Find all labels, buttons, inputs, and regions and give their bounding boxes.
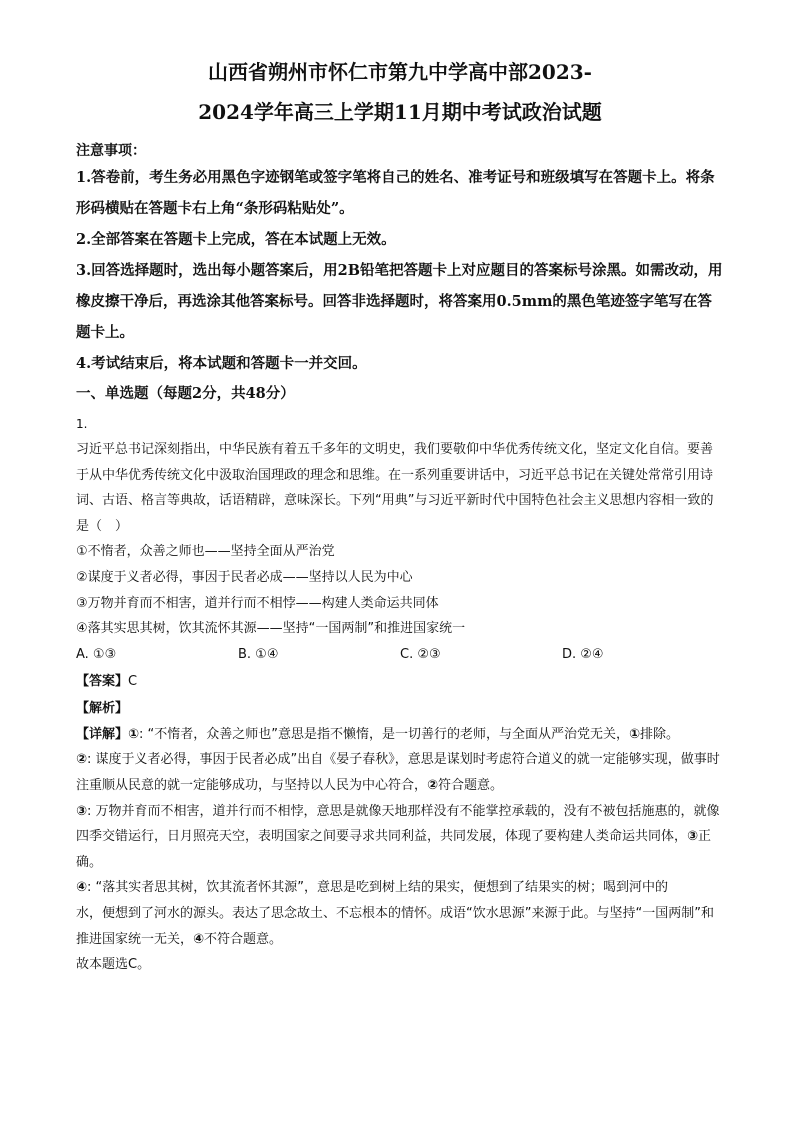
detail-conclusion: 故本题选C。 bbox=[76, 957, 151, 973]
notes-block bbox=[76, 140, 724, 379]
answer-value: C bbox=[128, 673, 138, 689]
section-heading: 一、单选题（每题2分，共48分） bbox=[76, 385, 295, 402]
detail-mark-2: ② bbox=[76, 752, 88, 768]
note-item-3: 3.回答选择题时，选出每小题答案后，用2B铅笔把答题卡上对应题目的答案标号涂黑。如需改动，用橡皮擦干净后，再选涂其他答案标号。回答非选择题时，将答案用0.5mm的黑色笔迹签字笔写在答题卡上。 bbox=[76, 262, 723, 341]
detail-mark-3-end: ③ bbox=[687, 829, 699, 845]
question-stem: 习近平总书记深刻指出，中华民族有着五千多年的文明史，我们要敬仰中华优秀传统文化，坚定文化自信。要善于从中华优秀传统文化中汲取治国理政的理念和思维。在一系列重要讲话中，习近平总书记在关键处常常引用诗词、古语、格言等典故，话语精辟，意味深长。下列“用典”与习近平新时代中国特色社会主义思想内容相一致的是（ ） bbox=[76, 442, 714, 534]
note-item-4: 4.考试结束后，将本试题和答题卡一并交回。 bbox=[76, 355, 367, 372]
detail-end-1: 排除。 bbox=[640, 726, 680, 742]
statement-2: ②谋度于义者必得，事因于民者必成——坚持以人民为中心 bbox=[76, 569, 413, 585]
question-1 bbox=[76, 411, 724, 668]
detail-block bbox=[76, 722, 724, 978]
title-line-2: 2024学年高三上学期11月期中考试政治试题 bbox=[198, 100, 602, 124]
detail-paragraph-1 bbox=[76, 722, 724, 748]
detail-mark-2-end: ② bbox=[427, 777, 439, 793]
options-row bbox=[76, 642, 724, 668]
detail-text-4a: : “落其实者思其树，饮其流者怀其源”，意思是吃到树上结的果实，便想到了结果实的树；喝到河中的 bbox=[87, 880, 668, 896]
title-line-1: 山西省朔州市怀仁市第九中学高中部2023- bbox=[208, 60, 592, 84]
statement-3: ③万物并育而不相害，道并行而不相悖——构建人类命运共同体 bbox=[76, 595, 439, 611]
answer-label: 【答案】 bbox=[76, 673, 129, 689]
question-number: 1. bbox=[76, 417, 88, 431]
notes-heading: 注意事项： bbox=[76, 143, 146, 159]
detail-text-4b: 水，便想到了河水的源头。表达了思念故土、不忘根本的情怀。成语“饮水思源”来源于此。与坚持“一国两制”和推进国家统一无关， bbox=[76, 905, 714, 947]
detail-paragraph-2 bbox=[76, 747, 724, 798]
detail-end-3: 正确。 bbox=[76, 829, 712, 870]
detail-mark-1-end: ① bbox=[629, 726, 641, 742]
answer-line bbox=[76, 668, 724, 695]
option-b: B. ①④ bbox=[238, 646, 279, 662]
detail-text-1: : “不惰者，众善之师也”意思是指不懒惰，是一切善行的老师，与全面从严治党无关， bbox=[139, 726, 630, 742]
note-item-2: 2.全部答案在答题卡上完成，答在本试题上无效。 bbox=[76, 231, 396, 248]
detail-paragraph-3 bbox=[76, 799, 724, 876]
detail-text-3: : 万物并育而不相害，道并行而不相悖，意思是就像天地那样没有不能掌控承载的，没有不被包括施惠的，就像四季交错运行，日月照亮天空，表明国家之间要寻求共同利益，共同发展，体现了要构建人类命运共同体， bbox=[76, 803, 720, 845]
option-d: D. ②④ bbox=[562, 646, 604, 662]
option-a: A. ①③ bbox=[76, 646, 117, 662]
detail-mark-3: ③ bbox=[76, 803, 88, 819]
option-c: C. ②③ bbox=[400, 646, 441, 662]
analysis-line bbox=[76, 695, 724, 722]
detail-label: 【详解】 bbox=[76, 726, 129, 742]
detail-end-4: 不符合题意。 bbox=[204, 931, 283, 947]
page-title bbox=[76, 52, 724, 132]
detail-mark-1: ① bbox=[128, 726, 140, 742]
note-item-1: 1.答卷前，考生务必用黑色字迹钢笔或签字笔将自己的姓名、准考证号和班级填写在答题卡上。将条形码横贴在答题卡右上角“条形码粘贴处”。 bbox=[76, 169, 715, 217]
exam-page bbox=[76, 52, 724, 978]
detail-paragraph-4 bbox=[76, 875, 724, 901]
detail-mark-4: ④ bbox=[76, 880, 88, 896]
analysis-label: 【解析】 bbox=[76, 700, 129, 716]
statement-4: ④落其实思其树，饮其流怀其源——坚持“一国两制”和推进国家统一 bbox=[76, 621, 466, 637]
statement-1: ①不惰者，众善之师也——坚持全面从严治党 bbox=[76, 544, 335, 560]
detail-mark-4-end: ④ bbox=[193, 931, 205, 947]
detail-text-2: : 谋度于义者必得，事因于民者必成”出自《晏子春秋》，意思是谋划时考虑符合道义的就一定能够实现，做事时注重顺从民意的就一定能够成功，与坚持以人民为中心符合， bbox=[76, 752, 720, 793]
detail-paragraph-4-cont bbox=[76, 901, 724, 952]
detail-end-2: 符合题意。 bbox=[438, 777, 504, 793]
